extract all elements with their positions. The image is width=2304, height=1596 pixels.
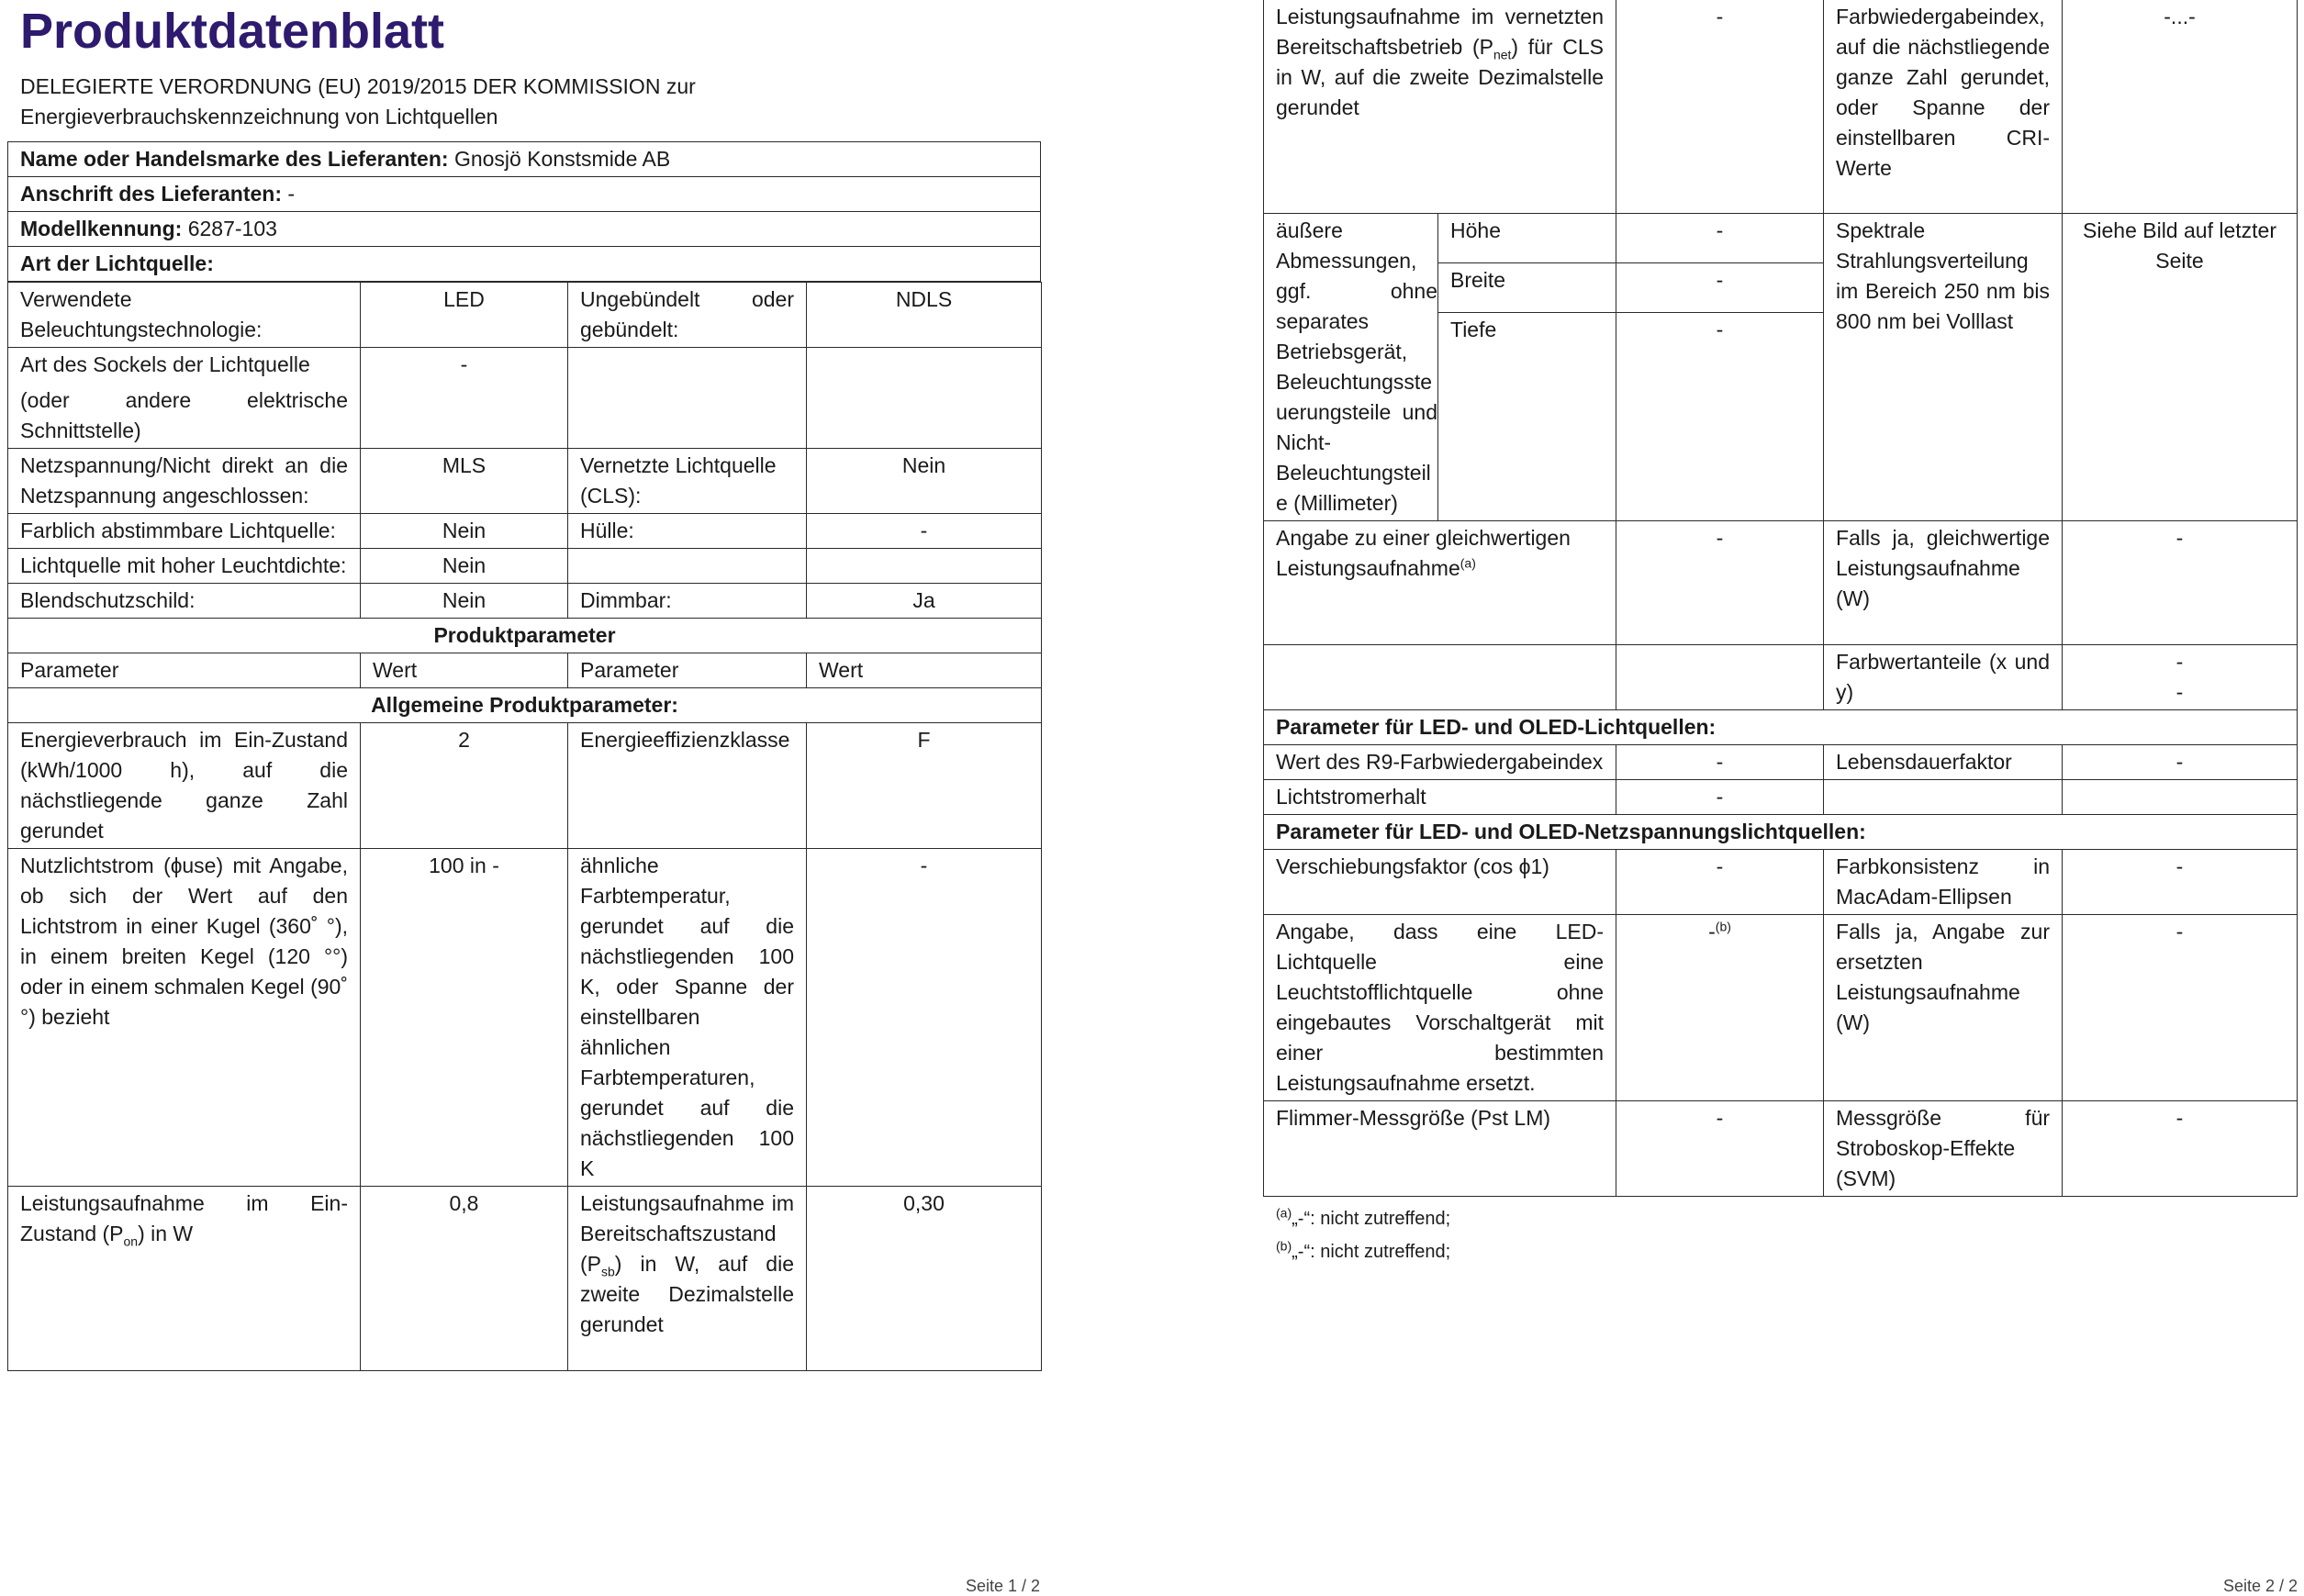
useful-flux-label: Nutzlichtstrom (ɸuse) mit Angabe, ob sich der Wert auf den Lichtstrom in einer Kugel (360˚ °), in einem breiten Kegel (120 °°) oder in einem schmalen Kegel (90˚ °) bezieht <box>8 849 361 1187</box>
technology-label: Verwendete Beleuchtungstechnologie: <box>8 283 361 348</box>
light-source-type-label: Art der Lichtquelle: <box>8 247 1041 282</box>
address-row <box>8 177 1041 212</box>
cap-row <box>8 348 1042 449</box>
model-cell <box>8 212 1041 247</box>
mains-row <box>8 449 1042 514</box>
spectral-distribution-value: Siehe Bild auf letzter Seite <box>2063 214 2298 521</box>
regulation-line-1: DELEGIERTE VERORDNUNG (EU) 2019/2015 DER KOMMISSION zur <box>20 74 696 98</box>
empty-cell <box>1616 645 1824 710</box>
equivalent-power-label: Falls ja, gleichwertige Leistungsaufnahme (W) <box>1824 521 2063 645</box>
empty-cell <box>568 348 807 449</box>
model-value: 6287-103 <box>187 217 277 240</box>
light-source-table <box>7 282 1042 1371</box>
column-header-parameter: Parameter <box>568 653 807 688</box>
product-params-header-row <box>8 619 1042 653</box>
light-source-type-row <box>8 247 1041 282</box>
chromaticity-x-value: - <box>2175 650 2184 674</box>
page-title: Produktdatenblatt <box>20 4 445 59</box>
column-header-value: Wert <box>807 653 1042 688</box>
on-mode-power-label-pre: Leistungsaufnahme im Ein-Zustand (P <box>20 1191 348 1245</box>
standby-power-label-post: ) in W, auf die zweite Dezimalstelle gerundet <box>580 1252 794 1336</box>
mains-value: MLS <box>361 449 568 514</box>
supplier-value: Gnosjö Konstsmide AB <box>453 147 671 171</box>
stroboscopic-metric-label: Messgröße für Stroboskop-Effekte (SVM) <box>1824 1101 2063 1197</box>
footnotes <box>1276 1202 2297 1268</box>
energy-consumption-label: Energieverbrauch im Ein-Zustand (kWh/1000 h), auf die nächstliegende ganze Zahl gerundet <box>8 723 361 849</box>
dimmable-label: Dimmbar: <box>568 584 807 619</box>
cct-label: ähnliche Farbtemperatur, gerundet auf die nächstliegenden 100 K, oder Spanne der einstellbaren ähnlichen Farbtemperaturen, gerundet auf die nächstliegenden 100 K <box>568 849 807 1187</box>
page-number-1: Seite 1 / 2 <box>966 1577 1041 1595</box>
flicker-metric-value: - <box>1616 1101 1824 1197</box>
energy-class-label: Energieeffizienzklasse <box>568 723 807 849</box>
footnote-b <box>1276 1235 2297 1268</box>
footnote-b-text: „-“: nicht zutreffend; <box>1292 1242 1451 1262</box>
envelope-label: Hülle: <box>568 514 807 549</box>
networked-standby-row <box>1264 0 2298 214</box>
footnote-a-text: „-“: nicht zutreffend; <box>1292 1209 1451 1229</box>
height-value: - <box>1616 214 1824 263</box>
replacement-claim-value-cell <box>1616 915 1824 1101</box>
directional-value: NDLS <box>807 283 1042 348</box>
survival-factor-label: Lebensdauerfaktor <box>1824 745 2063 780</box>
led-params-header-row <box>1264 710 2298 745</box>
equivalent-power-row <box>1264 521 2298 645</box>
address-cell <box>8 177 1041 212</box>
led-params-header: Parameter für LED- und OLED-Lichtquellen: <box>1264 710 2298 745</box>
address-label: Anschrift des Lieferanten: <box>20 182 282 206</box>
anti-glare-row <box>8 584 1042 619</box>
standby-power-label-pre: Leistungsaufnahme im Bereitschaftszustand (P <box>580 1191 794 1276</box>
datasheet-page-1 <box>7 0 1041 1371</box>
on-mode-power-label-post: ) in W <box>138 1222 194 1245</box>
replacement-claim-value: - <box>1708 920 1716 943</box>
cri-label: Farbwiedergabeindex, auf die nächstliegende ganze Zahl gerundet, oder Spanne der einstellbaren CRI-Werte <box>1824 0 2063 214</box>
replaced-power-value: - <box>2063 915 2298 1101</box>
networked-standby-subscript: net <box>1493 47 1512 62</box>
colour-tunable-row <box>8 514 1042 549</box>
empty-cell <box>1824 780 2063 815</box>
empty-cell <box>568 549 807 584</box>
flicker-row <box>1264 1101 2298 1197</box>
regulation-text <box>20 72 1041 132</box>
mains-label: Netzspannung/Nicht direkt an die Netzspannung angeschlossen: <box>8 449 361 514</box>
networked-standby-label-pre: Leistungsaufnahme im vernetzten Bereitschaftsbetrieb (P <box>1276 5 1605 59</box>
footnote-ref-b: (b) <box>1715 919 1731 934</box>
useful-flux-value: 100 in - <box>361 849 568 1187</box>
connected-label: Vernetzte Lichtquelle (CLS): <box>568 449 807 514</box>
page-number-2: Seite 2 / 2 <box>2223 1577 2298 1595</box>
standby-power-value: 0,30 <box>807 1187 1042 1371</box>
empty-cell <box>807 549 1042 584</box>
width-value: - <box>1616 263 1824 313</box>
empty-cell <box>1264 645 1616 710</box>
colour-consistency-label: Farbkonsistenz in MacAdam-Ellipsen <box>1824 850 2063 915</box>
colour-tunable-label: Farblich abstimmbare Lichtquelle: <box>8 514 361 549</box>
lumen-maintenance-value: - <box>1616 780 1824 815</box>
displacement-factor-value: - <box>1616 850 1824 915</box>
width-label: Breite <box>1438 263 1616 313</box>
cap-value: - <box>361 348 568 449</box>
flicker-metric-label: Flimmer-Messgröße (Pst LM) <box>1264 1101 1616 1197</box>
depth-value: - <box>1616 313 1824 521</box>
supplier-cell <box>8 142 1041 177</box>
equivalent-power-claim-text: Angabe zu einer gleichwertigen Leistungsaufnahme <box>1276 526 1571 580</box>
dimensions-row-height <box>1264 214 2298 263</box>
connected-value: Nein <box>807 449 1042 514</box>
power-row <box>8 1187 1042 1371</box>
energy-class-value: F <box>807 723 1042 849</box>
cap-label-line-1: Art des Sockels der Lichtquelle <box>20 352 310 376</box>
networked-standby-label <box>1264 0 1616 214</box>
survival-factor-value: - <box>2063 745 2298 780</box>
datasheet-page-2 <box>1263 0 2297 1268</box>
parameters-table-continued <box>1263 0 2298 1197</box>
spectral-distribution-label: Spektrale Strahlungsverteilung im Bereich 250 nm bis 800 nm bei Volllast <box>1824 214 2063 521</box>
equivalent-power-value: - <box>2063 521 2298 645</box>
r9-row <box>1264 745 2298 780</box>
energy-consumption-value: 2 <box>361 723 568 849</box>
networked-standby-value: - <box>1616 0 1824 214</box>
standby-power-label <box>568 1187 807 1371</box>
stroboscopic-metric-value: - <box>2063 1101 2298 1197</box>
model-label: Modellkennung: <box>20 217 183 240</box>
anti-glare-value: Nein <box>361 584 568 619</box>
depth-label: Tiefe <box>1438 313 1616 521</box>
regulation-line-2: Energieverbrauchskennzeichnung von Lichtquellen <box>20 105 498 128</box>
colour-consistency-value: - <box>2063 850 2298 915</box>
envelope-value: - <box>807 514 1042 549</box>
anti-glare-label: Blendschutzschild: <box>8 584 361 619</box>
cap-label-line-2: (oder andere elektrische Schnittstelle) <box>20 388 348 442</box>
technology-row <box>8 283 1042 348</box>
equivalent-power-claim-label <box>1264 521 1616 645</box>
footnote-a-mark: (a) <box>1276 1205 1292 1221</box>
product-params-header: Produktparameter <box>8 619 1042 653</box>
led-mains-params-header: Parameter für LED- und OLED-Netzspannungslichtquellen: <box>1264 815 2298 850</box>
dimmable-value: Ja <box>807 584 1042 619</box>
height-label: Höhe <box>1438 214 1616 263</box>
dimensions-label: äußere Abmessungen, ggf. ohne separates Betriebsgerät, Beleuchtungssteuerungsteile und Nicht-Beleuchtungsteile (Millimeter) <box>1264 214 1438 521</box>
high-luminance-label: Lichtquelle mit hoher Leuchtdichte: <box>8 549 361 584</box>
chromaticity-values <box>2063 645 2298 710</box>
supplier-label: Name oder Handelsmarke des Lieferanten: <box>20 147 449 171</box>
footnote-a <box>1276 1202 2297 1235</box>
general-params-header-row <box>8 688 1042 723</box>
technology-value: LED <box>361 283 568 348</box>
chromaticity-row <box>1264 645 2298 710</box>
flux-row <box>8 849 1042 1187</box>
general-params-header: Allgemeine Produktparameter: <box>8 688 1042 723</box>
footnote-ref-a: (a) <box>1460 555 1476 571</box>
energy-row <box>8 723 1042 849</box>
supplier-row <box>8 142 1041 177</box>
led-mains-header-row <box>1264 815 2298 850</box>
column-header-parameter: Parameter <box>8 653 361 688</box>
replacement-claim-label: Angabe, dass eine LED-Lichtquelle eine Leuchtstofflichtquelle ohne eingebautes Vorschaltgerät mit einer bestimmten Leistungsaufnahme ersetzt. <box>1264 915 1616 1101</box>
footnote-b-mark: (b) <box>1276 1238 1292 1254</box>
equivalent-power-claim-value: - <box>1616 521 1824 645</box>
on-mode-power-label <box>8 1187 361 1371</box>
on-mode-power-subscript: on <box>123 1233 139 1249</box>
networked-standby-label-post: ) für CLS in W, auf die zweite Dezimalstelle gerundet <box>1276 35 1605 119</box>
supplier-table <box>7 141 1041 282</box>
cct-value: - <box>807 849 1042 1187</box>
high-luminance-value: Nein <box>361 549 568 584</box>
chromaticity-label: Farbwertanteile (x und y) <box>1824 645 2063 710</box>
lumen-maintenance-label: Lichtstromerhalt <box>1264 780 1616 815</box>
column-header-value: Wert <box>361 653 568 688</box>
high-luminance-row <box>8 549 1042 584</box>
lumen-maintenance-row <box>1264 780 2298 815</box>
chromaticity-y-value: - <box>2175 680 2184 704</box>
on-mode-power-value: 0,8 <box>361 1187 568 1371</box>
cap-label <box>8 348 361 449</box>
directional-label: Ungebündelt oder gebündelt: <box>568 283 807 348</box>
r9-value: - <box>1616 745 1824 780</box>
cri-value: -...- <box>2063 0 2298 214</box>
standby-power-subscript: sb <box>601 1264 615 1279</box>
displacement-factor-label: Verschiebungsfaktor (cos ϕ1) <box>1264 850 1616 915</box>
model-row <box>8 212 1041 247</box>
empty-cell <box>807 348 1042 449</box>
replaced-power-label: Falls ja, Angabe zur ersetzten Leistungsaufnahme (W) <box>1824 915 2063 1101</box>
replacement-row <box>1264 915 2298 1101</box>
colour-tunable-value: Nein <box>361 514 568 549</box>
address-value: - <box>287 182 296 206</box>
r9-label: Wert des R9-Farbwiedergabeindex <box>1264 745 1616 780</box>
displacement-row <box>1264 850 2298 915</box>
column-header-row <box>8 653 1042 688</box>
empty-cell <box>2063 780 2298 815</box>
